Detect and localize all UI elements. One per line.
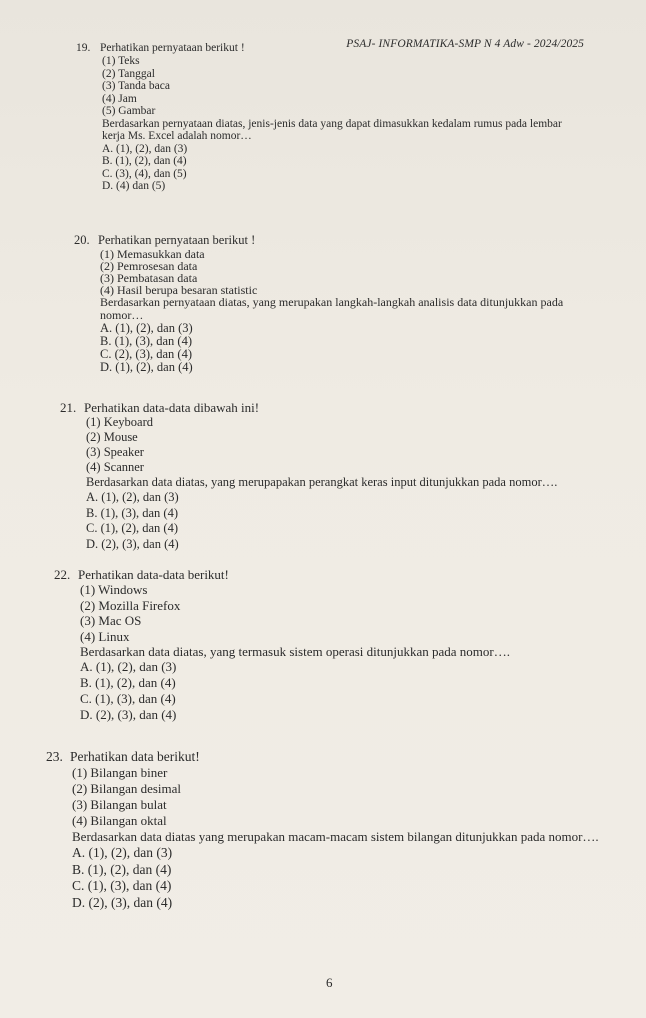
question-prompt: Perhatikan data berikut! <box>70 749 200 764</box>
question-stem: Berdasarkan pernyataan diatas, jenis-jenis data yang dapat dimasukkan kedalam rumus pada lembar kerja Ms. Excel adalah nomor… <box>102 117 562 142</box>
question-number: 22. <box>54 567 71 582</box>
statement-item: (4) Bilangan oktal <box>72 813 167 828</box>
option-d: D. (4) dan (5) <box>102 180 166 192</box>
answer-options <box>86 490 610 552</box>
question-number: 19. <box>76 42 91 54</box>
question-prompt: Perhatikan data-data dibawah ini! <box>84 400 260 415</box>
option-c: C. (1), (3), dan (4) <box>80 691 176 706</box>
option-a: A. (1), (2), dan (3) <box>80 659 177 674</box>
question-title <box>60 400 610 415</box>
option-a: A. (1), (2), dan (3) <box>100 321 193 335</box>
question-title <box>54 567 614 582</box>
statement-item: (2) Mozilla Firefox <box>80 597 181 613</box>
page-number: 6 <box>326 975 333 990</box>
answer-options <box>80 659 614 723</box>
statement-list <box>80 582 614 644</box>
question-stem: Berdasarkan data diatas, yang termasuk sistem operasi ditunjukkan pada nomor…. <box>80 644 510 659</box>
statement-item: (1) Bilangan biner <box>72 765 168 780</box>
answer-options <box>100 322 594 374</box>
statement-item: (1) Keyboard <box>86 415 153 429</box>
statement-item: (3) Tanda baca <box>102 80 170 92</box>
option-b: B. (1), (2), dan (4) <box>102 155 187 167</box>
statement-item: (5) Gambar <box>102 105 156 117</box>
option-b: B. (1), (2), dan (4) <box>72 861 172 877</box>
statement-item: (2) Tanggal <box>102 67 155 80</box>
statement-item: (1) Windows <box>80 582 148 597</box>
question-stem: Berdasarkan data diatas, yang merupapakan perangkat keras input ditunjukkan pada nomor…. <box>86 475 558 489</box>
option-b: B. (1), (3), dan (4) <box>100 334 192 348</box>
statement-item: (2) Pemrosesan data <box>100 259 198 273</box>
statement-item: (1) Memasukkan data <box>100 247 205 261</box>
statement-list <box>72 765 616 829</box>
option-a: A. (1), (2), dan (3) <box>102 142 188 155</box>
statement-item: (4) Jam <box>102 92 137 105</box>
option-c: C. (3), (4), dan (5) <box>102 167 187 180</box>
question-stem: Berdasarkan pernyataan diatas, yang merupakan langkah-langkah analisis data ditunjukkan pada nomor… <box>100 295 564 322</box>
option-c: C. (1), (2), dan (4) <box>86 521 178 535</box>
option-c: C. (2), (3), dan (4) <box>100 347 192 361</box>
option-d: D. (2), (3), dan (4) <box>86 536 179 551</box>
statement-item: (4) Scanner <box>86 460 144 474</box>
statement-item: (3) Bilangan bulat <box>72 797 167 812</box>
option-a: A. (1), (2), dan (3) <box>72 845 173 860</box>
option-b: B. (1), (2), dan (4) <box>80 675 176 690</box>
question-title <box>74 233 594 248</box>
question-19 <box>76 42 576 193</box>
statement-item: (4) Linux <box>80 628 130 644</box>
statement-item: (2) Bilangan desimal <box>72 781 182 796</box>
question-title <box>76 42 576 55</box>
question-prompt: Perhatikan pernyataan berikut ! <box>98 233 256 247</box>
statement-item: (3) Mac OS <box>80 613 142 628</box>
question-prompt: Perhatikan data-data berikut! <box>78 567 229 582</box>
statement-list <box>102 55 576 118</box>
option-d: D. (2), (3), dan (4) <box>72 894 173 910</box>
option-d: D. (1), (2), dan (4) <box>100 360 193 374</box>
statement-item: (4) Hasil berupa besaran statistic <box>100 283 258 297</box>
question-number: 23. <box>46 749 63 764</box>
question-number: 20. <box>74 233 90 247</box>
question-23 <box>46 749 616 911</box>
question-20 <box>74 233 594 374</box>
option-b: B. (1), (3), dan (4) <box>86 505 178 520</box>
question-stem: Berdasarkan data diatas yang merupakan macam-macam sistem bilangan ditunjukkan pada nomor…. <box>72 829 599 844</box>
question-prompt: Perhatikan pernyataan berikut ! <box>100 42 245 54</box>
statement-item: (3) Pembatasan data <box>100 271 198 285</box>
answer-options <box>72 845 616 911</box>
statement-list <box>100 248 594 296</box>
statement-list <box>86 415 610 475</box>
exam-header: PSAJ- INFORMATIKA-SMP N 4 Adw - 2024/2025 <box>346 38 584 50</box>
option-c: C. (1), (3), dan (4) <box>72 878 172 893</box>
statement-item: (1) Teks <box>102 55 140 67</box>
option-a: A. (1), (2), dan (3) <box>86 490 179 504</box>
statement-item: (3) Speaker <box>86 445 144 459</box>
question-title <box>46 749 616 765</box>
answer-options <box>102 143 576 193</box>
question-21 <box>60 400 610 552</box>
option-d: D. (2), (3), dan (4) <box>80 707 177 722</box>
question-number: 21. <box>60 400 77 415</box>
statement-item: (2) Mouse <box>86 430 138 444</box>
question-22 <box>54 567 614 723</box>
